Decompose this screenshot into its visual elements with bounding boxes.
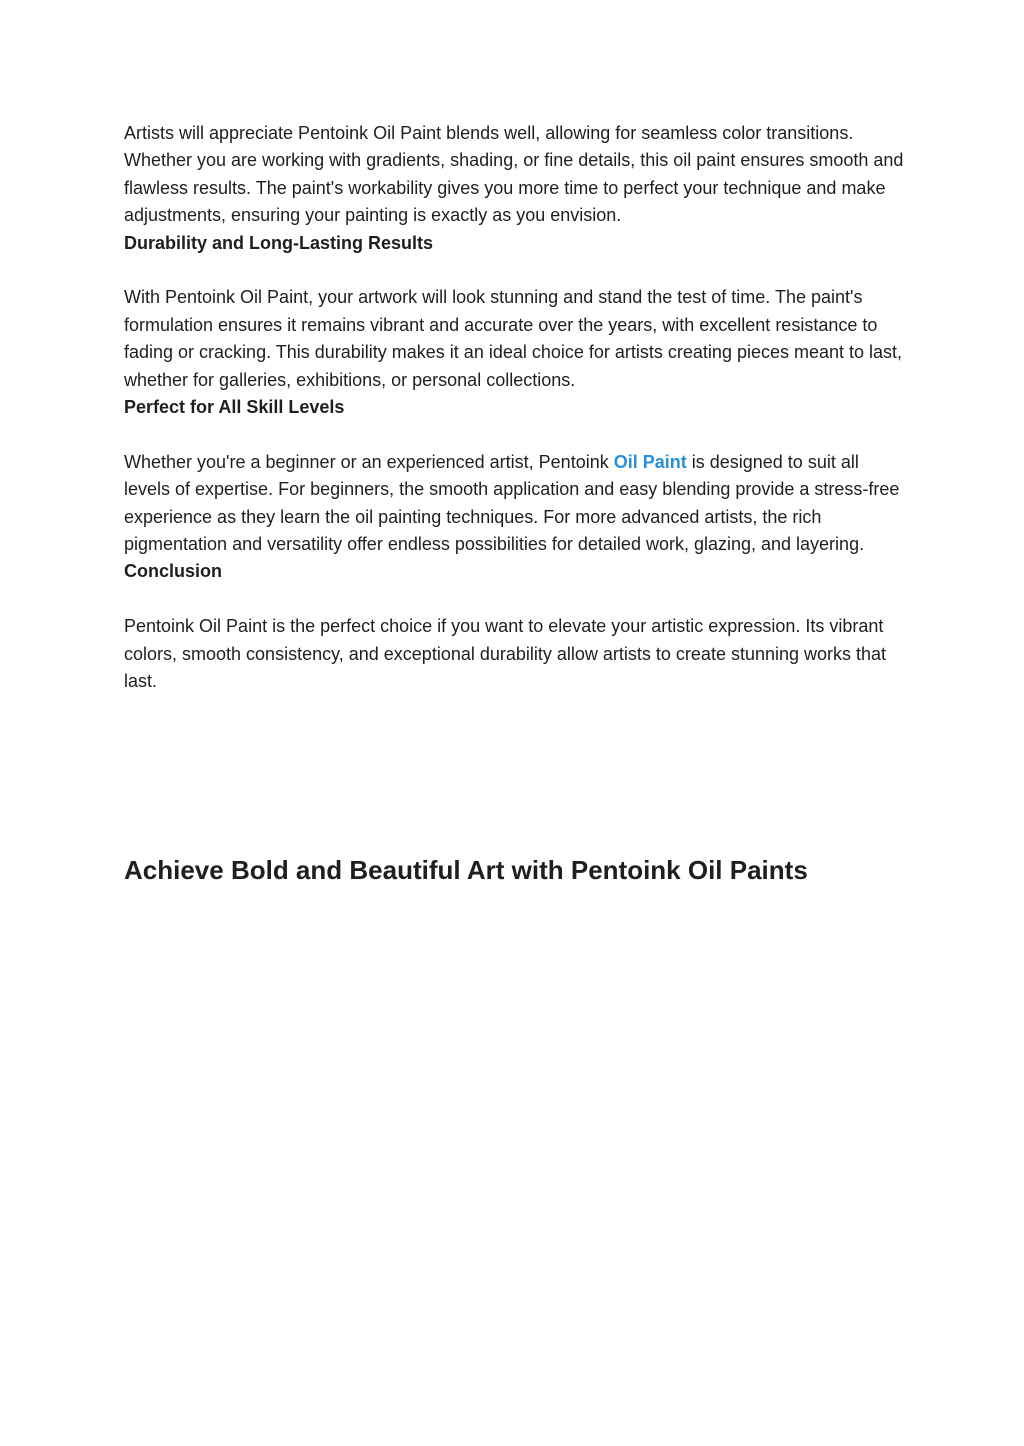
spacer: [124, 421, 904, 448]
skill-levels-heading: Perfect for All Skill Levels: [124, 397, 345, 418]
intro-paragraph: Artists will appreciate Pentoink Oil Paint blends well, allowing for seamless color transitions. Whether you are working with gradients, shading, or fine details, this oil paint ensures smooth and flawless results. The paint's workability gives you more time to perfect your technique and make adjustments, ensuring your painting is exactly as you envision.: [124, 123, 904, 226]
section-heading: Achieve Bold and Beautiful Art with Pentoink Oil Paints: [124, 855, 808, 885]
skill-levels-text-after-link: is designed to suit all levels of expertise. For beginners, the smooth application and easy blending provide a stress-free experience as they learn the oil painting techniques. For more advanced artists, the rich pigmentation and versatility offer endless possibilities for detailed work, glazing, and layering.: [124, 451, 900, 555]
oil-paint-link[interactable]: Oil Paint: [613, 451, 687, 472]
skill-levels-paragraph: [124, 449, 904, 559]
spacer: [124, 257, 904, 284]
skill-levels-text-before-link: Whether you're a beginner or an experienced artist, Pentoink: [124, 451, 614, 472]
spacer: [124, 586, 904, 613]
conclusion-heading: Conclusion: [124, 561, 222, 582]
durability-heading: Durability and Long-Lasting Results: [124, 232, 434, 253]
document-body: [124, 120, 904, 695]
durability-paragraph: With Pentoink Oil Paint, your artwork will look stunning and stand the test of time. The paint's formulation ensures it remains vibrant and accurate over the years, with excellent resistance to fading or cracking. This durability makes it an ideal choice for artists creating pieces meant to last, whether for galleries, exhibitions, or personal collections.: [124, 287, 903, 390]
conclusion-paragraph: Pentoink Oil Paint is the perfect choice if you want to elevate your artistic expression. Its vibrant colors, smooth consistency, and exceptional durability allow artists to create stunning works that last.: [124, 616, 887, 692]
